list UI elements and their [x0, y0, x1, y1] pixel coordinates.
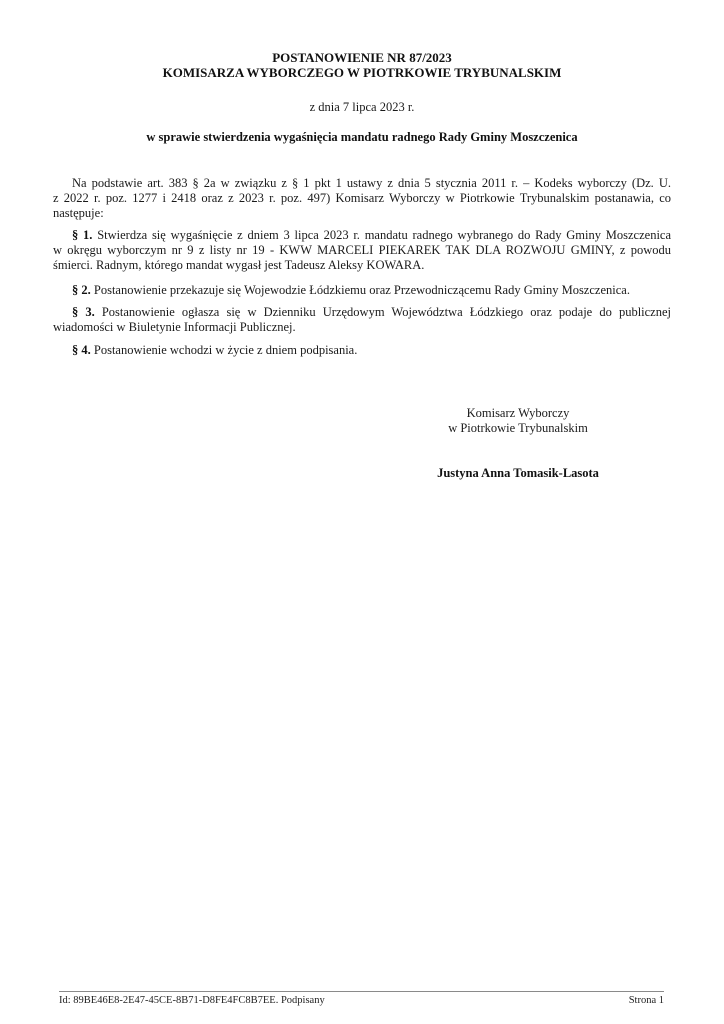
section-2-text: Postanowienie przekazuje się Wojewodzie Łódzkiemu oraz Przewodniczącemu Rady Gminy Moszczenica.	[93, 283, 630, 297]
footer-page-number: Strona 1	[628, 995, 664, 1006]
section-4-text: Postanowienie wchodzi w życie z dniem podpisania.	[93, 343, 358, 357]
signature-role-line1: Komisarz Wyborczy	[466, 406, 570, 420]
section-3-text: Postanowienie ogłasza się w Dzienniku Urzędowym Województwa Łódzkiego oraz podaje do publicznej wiadomości w Biuletynie Informacji Publicznej.	[53, 305, 672, 334]
section-1-text: Stwierdza się wygaśnięcie z dniem 3 lipca 2023 r. mandatu radnego wybranego do Rady Gminy Moszczenica w okręgu wyborczym nr 9 z listy nr 19 - KWW MARCELI PIEKAREK TAK DLA ROZWOJU GMINY, z powodu śmierci. Radnym, którego mandat wygasł jest Tadeusz Aleksy KOWARA.	[53, 228, 672, 272]
section-3-marker: § 3.	[72, 305, 95, 319]
document-subject: w sprawie stwierdzenia wygaśnięcia mandatu radnego Rady Gminy Moszczenica	[146, 130, 578, 144]
signature-name: Justyna Anna Tomasik-Lasota	[437, 466, 599, 480]
section-3-paragraph	[53, 305, 671, 335]
section-4-marker: § 4.	[72, 343, 91, 357]
document-title	[53, 50, 671, 80]
page-footer	[59, 991, 664, 1007]
document-title-line1: POSTANOWIENIE NR 87/2023	[272, 50, 452, 65]
signature-role-line2: w Piotrkowie Trybunalskim	[448, 421, 588, 435]
section-1-paragraph	[53, 228, 671, 273]
section-2-paragraph	[53, 283, 671, 298]
section-2-marker: § 2.	[72, 283, 91, 297]
footer-document-id: Id: 89BE46E8-2E47-45CE-8B71-D8FE4FC8B7EE. Podpisany	[59, 995, 325, 1006]
section-4-paragraph	[53, 343, 671, 358]
section-1-marker: § 1.	[72, 228, 93, 242]
signature-block	[338, 406, 698, 481]
document-content	[0, 50, 724, 481]
document-date: z dnia 7 lipca 2023 r.	[309, 100, 415, 114]
document-title-line2: KOMISARZA WYBORCZEGO W PIOTRKOWIE TRYBUNALSKIM	[162, 65, 562, 80]
preamble-paragraph: Na podstawie art. 383 § 2a w związku z § 1 pkt 1 ustawy z dnia 5 stycznia 2011 r. – Kodeks wyborczy (Dz. U. z 2022 r. poz. 1277 i 2418 oraz z 2023 r. poz. 497) Komisarz Wyborczy w Piotrkowie Trybunalskim postanawia, co następuje:	[53, 176, 671, 220]
